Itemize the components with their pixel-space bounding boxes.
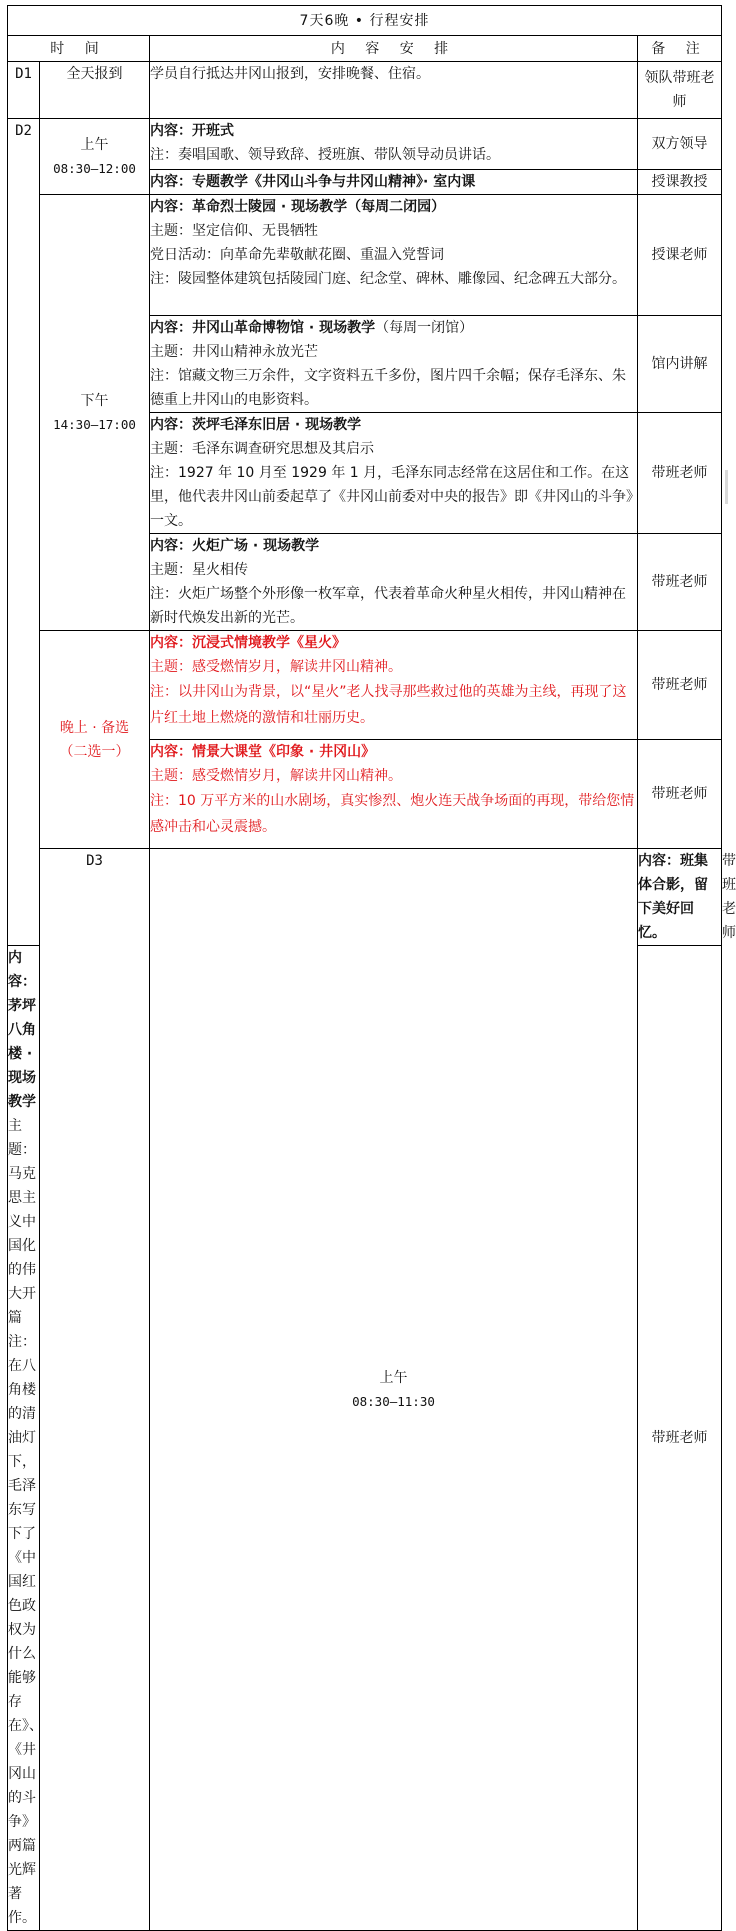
- item-remark: 带班老师: [638, 631, 722, 740]
- item-note: 注：10 万平方米的山水剧场，真实惨烈、炮火连天战争场面的再现，带给您情感冲击和心灵震撼。: [150, 793, 635, 835]
- d2-item-cemetery: [150, 195, 638, 316]
- item-theme: 主题：感受燃情岁月，解读井冈山精神。: [150, 768, 402, 784]
- itinerary-table: 7天6晚 • 行程安排 时 间 内 容 安 排 备 注 D1 全天报到 学员自行抵达井冈山报到，安排晚餐、住宿。 领队带班老师 D2 上午 08:30—12:00 内容：开班式 注：奏唱国歌、领导致辞、授班旗、带队领导动员讲话。 双方领导 内容：专题教学《井冈山斗争与井冈山精神》· 室内课 授课教授 下午 14:30—17:00 内容：革命烈士陵园 · 现场教学（每周二闭园） 主题：坚定信仰、无畏牺牲 党日活动：向革命先辈敬献花圈、重温入党誓词 注：陵园整体建筑包括陵园门庭、纪念堂、碑林、雕像园、纪念碑五大部分。 授课老师 内容：井冈山革命博物馆 · 现场教学（每周一闭馆） 主题：井冈山精神永放光芒 注：馆藏文物三万余件，文字资料五千多份，图片四千余幅；保存毛泽东、朱德重上井冈山的电影资料。 馆内讲解 内容：茨坪毛泽东旧居 · 现场教学 主题：毛泽东调查研究思想及其启示 注：1927 年 10 月至 1929 年 1 月，毛泽东同志经常在这居住和工作。在这里，他代表井冈山前委起草了《井冈山前委对中央的报告》即《井冈山的斗争》一文。 带班老师 内容：火炬广场 · 现场教学 主题：星火相传 注：火炬广场整个外形像一枚军章，代表着革命火种星火相传，井冈山精神在新时代焕发出新的光芒。 带班老师 晚上 · 备选 （二选一） 内容：沉浸式情境教学《星火》 主题：感受燃情岁月，解读井冈山精神。 注：以井冈山为背景，以“星火”老人找寻那些救过他的英雄为主线，再现了这片红土地上燃烧的激情和壮丽历史。 带班老师 内容：情景大课堂《印象 · 井冈山》 主题：感受燃情岁月，解读井冈山精神。 注：10 万平方米的山水剧场，真实惨烈、炮火连天战争场面的再现，带给您情感冲击和心灵震撼。 带班老师 D3 上午 08:30—11:30 内容：班集体合影，留下美好回忆。 带班老师 内容：茅坪八角楼 · 现场教学 主题：马克思主义中国化的伟大开篇 注：在八角楼的清油灯下，毛泽东写下了《中国红色政权为什么能够存在》、《井冈山的斗争》两篇光辉著作。 带班老师: [7, 5, 722, 1931]
- d2-afternoon-hours: 14:30—17:00: [53, 416, 136, 432]
- d1-time-label: 全天报到: [66, 66, 123, 82]
- item-heading-main: 内容：井冈山革命博物馆 · 现场教学: [150, 320, 376, 336]
- item-heading: [150, 316, 637, 340]
- item-heading: 内容：专题教学《井冈山斗争与井冈山精神》· 室内课: [150, 174, 476, 190]
- d2-morning-hours: 08:30—12:00: [53, 160, 136, 176]
- item-note: 注：馆藏文物三万余件，文字资料五千多份，图片四千余幅；保存毛泽东、朱德重上井冈山的电影资料。: [150, 368, 626, 408]
- day-label-d2: D2: [8, 119, 40, 946]
- d1-content: [150, 62, 638, 119]
- header-time: 时 间: [8, 36, 150, 62]
- d2-evening-time: [40, 631, 150, 849]
- d1-note: [638, 62, 722, 119]
- item-remark: 带班老师: [638, 946, 722, 1931]
- d1-time: [40, 62, 150, 119]
- d2-item-museum: [150, 316, 638, 413]
- item-remark: 授课教授: [638, 170, 722, 195]
- d1-note-line2: 带班老师: [672, 70, 715, 110]
- d3-morning-label: 上午: [379, 1369, 408, 1386]
- item-theme: 主题：星火相传: [150, 562, 248, 578]
- day-label-d1: D1: [8, 62, 40, 119]
- item-theme: 主题：坚定信仰、无畏牺牲: [150, 223, 318, 239]
- item-note: 注：奏唱国歌、领导致辞、授班旗、带队领导动员讲话。: [150, 147, 500, 163]
- page-edge-marker: [725, 470, 728, 504]
- item-note: 注：火炬广场整个外形像一枚军章，代表着革命火种星火相传，井冈山精神在新时代焕发出新的光芒。: [150, 586, 626, 626]
- d2-morning-time: [40, 119, 150, 195]
- item-remark: 授课老师: [638, 195, 722, 316]
- d2-item-opening: [150, 119, 638, 170]
- d3-morning-time: [150, 849, 638, 1931]
- day-label-d3: D3: [40, 849, 150, 1931]
- d2-morning-label: 上午: [80, 136, 109, 153]
- item-theme: 主题：感受燃情岁月，解读井冈山精神。: [150, 659, 402, 675]
- item-remark: 带班老师: [638, 413, 722, 534]
- item-heading: 内容：革命烈士陵园 · 现场教学（每周二闭园）: [150, 199, 446, 215]
- header-content: 内 容 安 排: [150, 36, 638, 62]
- item-activity: 党日活动：向革命先辈敬献花圈、重温入党誓词: [150, 247, 444, 263]
- item-heading: 内容：沉浸式情境教学《星火》: [150, 635, 346, 651]
- d2-evening-label: 晚上 · 备选: [59, 719, 130, 736]
- item-heading: 内容：班集体合影，留下美好回忆。: [638, 853, 708, 941]
- item-theme: 主题：马克思主义中国化的伟大开篇: [8, 1118, 36, 1326]
- item-remark: 带班老师: [638, 740, 722, 849]
- d2-item-xinghuo: [150, 631, 638, 740]
- itinerary-title: 7天6晚 • 行程安排: [8, 6, 722, 36]
- d3-morning-hours: 08:30—11:30: [352, 1393, 435, 1409]
- item-note: 注：陵园整体建筑包括陵园门庭、纪念堂、碑林、雕像园、纪念碑五大部分。: [150, 271, 626, 287]
- item-remark: 带班老师: [638, 534, 722, 631]
- item-heading: 内容：茨坪毛泽东旧居 · 现场教学: [150, 417, 362, 433]
- item-heading: 内容：开班式: [150, 123, 234, 139]
- item-note: 注：1927 年 10 月至 1929 年 1 月，毛泽东同志经常在这居住和工作。在这里，他代表井冈山前委起草了《井冈山前委对中央的报告》即《井冈山的斗争》一文。: [150, 465, 633, 529]
- item-note: 注：在八角楼的清油灯下，毛泽东写下了《中国红色政权为什么能够存在》、《井冈山的斗争》两篇光辉著作。: [8, 1334, 43, 1926]
- d1-content-text: 学员自行抵达井冈山报到，安排晚餐、住宿。: [150, 66, 430, 82]
- item-heading: 内容：茅坪八角楼 · 现场教学: [8, 950, 36, 1110]
- d2-evening-sub: （二选一）: [59, 743, 130, 760]
- item-remark: 馆内讲解: [638, 316, 722, 413]
- d2-item-residence: [150, 413, 638, 534]
- item-theme: 主题：毛泽东调查研究思想及其启示: [150, 441, 374, 457]
- item-heading: 内容：火炬广场 · 现场教学: [150, 538, 320, 554]
- d2-item-impression: [150, 740, 638, 849]
- d2-afternoon-time: [40, 195, 150, 631]
- header-note: 备 注: [638, 36, 722, 62]
- item-heading-extra: （每周一闭馆）: [375, 320, 474, 336]
- d3-item-bajiaolou: [8, 946, 43, 1931]
- item-remark: 双方领导: [638, 119, 722, 170]
- d3-item-photo: [638, 849, 722, 946]
- d2-item-torch-square: [150, 534, 638, 631]
- d1-note-line1: 领队: [644, 70, 673, 86]
- item-heading: 内容：情景大课堂《印象 · 井冈山》: [150, 744, 376, 760]
- item-theme: 主题：井冈山精神永放光芒: [150, 344, 318, 360]
- d2-item-lecture: [150, 170, 638, 195]
- item-note: 注：以井冈山为背景，以“星火”老人找寻那些救过他的英雄为主线，再现了这片红土地上燃烧的激情和壮丽历史。: [150, 684, 627, 726]
- d2-afternoon-label: 下午: [80, 392, 109, 409]
